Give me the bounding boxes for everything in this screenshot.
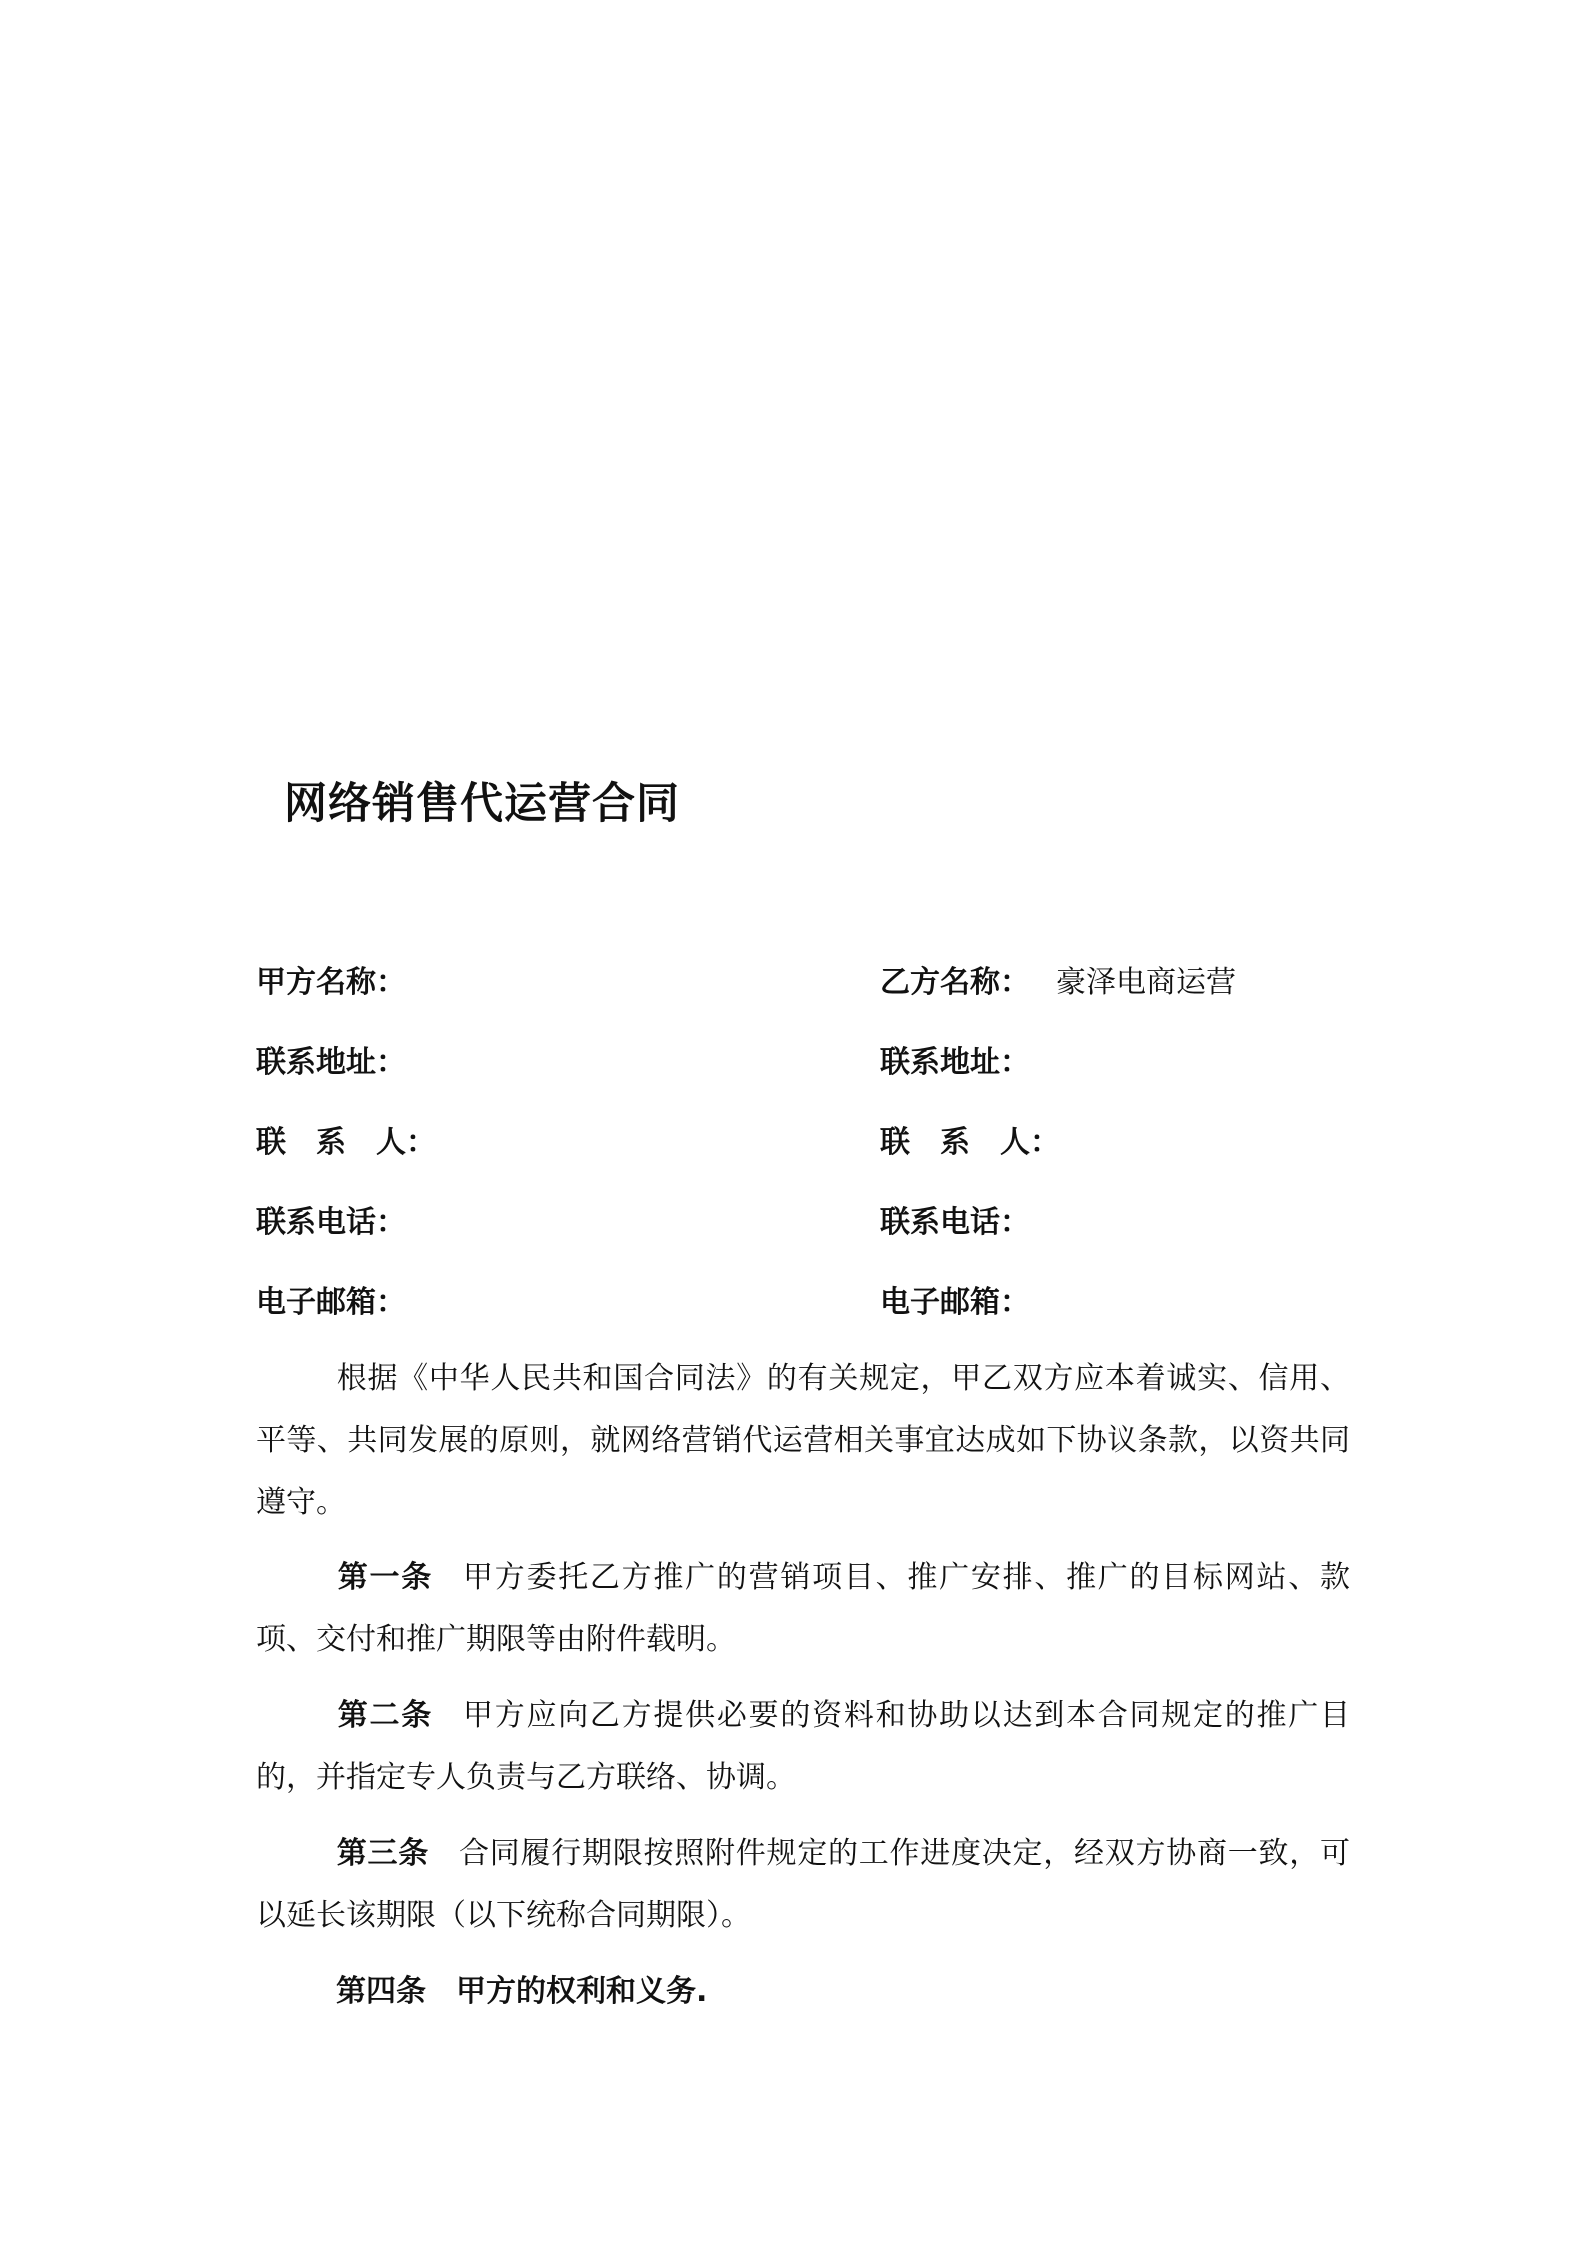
party-a-phone-label: 联系电话： [256,1205,406,1240]
article-3-number: 第三条 [336,1836,429,1871]
party-b-contact-label: 联 系 人： [880,1125,1060,1160]
party-a-email-label: 电子邮箱： [256,1285,406,1320]
article-4-text: 甲方的权利和义务. [456,1974,708,2009]
article-2-text: 甲方应向乙方提供必要的资料和协助以达到本合同规定的推广目的，并指定专人负责与乙方联络、协调。 [256,1698,1351,1795]
article-4-number: 第四条 [336,1974,426,2009]
party-row [0,1117,1586,1167]
party-a-email [256,1277,432,1321]
party-b-address [880,1037,1056,1081]
party-b-address-label: 联系地址： [880,1045,1030,1080]
article-1-text: 甲方委托乙方推广的营销项目、推广安排、推广的目标网站、款项、交付和推广期限等由附件载明。 [256,1560,1351,1657]
party-row [0,1037,1586,1087]
preamble-paragraph [256,1348,1350,1534]
document-title: 网络销售代运营合同 [284,779,680,829]
article-4 [256,1961,1350,2023]
party-a-name-label: 甲方名称： [256,965,406,1000]
party-a-name [256,957,432,1001]
party-b-contact [880,1117,1086,1161]
party-b-phone-label: 联系电话： [880,1205,1030,1240]
party-b-name-value: 豪泽电商运营 [1056,965,1236,1000]
party-b-phone [880,1197,1056,1241]
party-a-address [256,1037,432,1081]
party-row [0,1197,1586,1247]
party-row [0,957,1586,1007]
party-a-contact-label: 联 系 人： [256,1125,436,1160]
party-a-contact [256,1117,462,1161]
article-1 [256,1547,1350,1671]
article-3-text: 合同履行期限按照附件规定的工作进度决定，经双方协商一致，可以延长该期限（以下统称合同期限）。 [256,1836,1350,1933]
party-b-name [880,957,1236,1001]
party-a-phone [256,1197,432,1241]
preamble-text: 根据《中华人民共和国合同法》的有关规定，甲乙双方应本着诚实、信用、平等、共同发展的原则，就网络营销代运营相关事宜达成如下协议条款，以资共同遵守。 [256,1361,1350,1520]
article-3 [256,1823,1350,1947]
party-a-address-label: 联系地址： [256,1045,406,1080]
party-row [0,1277,1586,1327]
article-2-number: 第二条 [336,1698,433,1733]
party-b-email-label: 电子邮箱： [880,1285,1030,1320]
party-b-email [880,1277,1056,1321]
party-b-name-label: 乙方名称： [880,965,1030,1000]
article-2 [256,1685,1350,1809]
article-1-number: 第一条 [336,1560,433,1595]
